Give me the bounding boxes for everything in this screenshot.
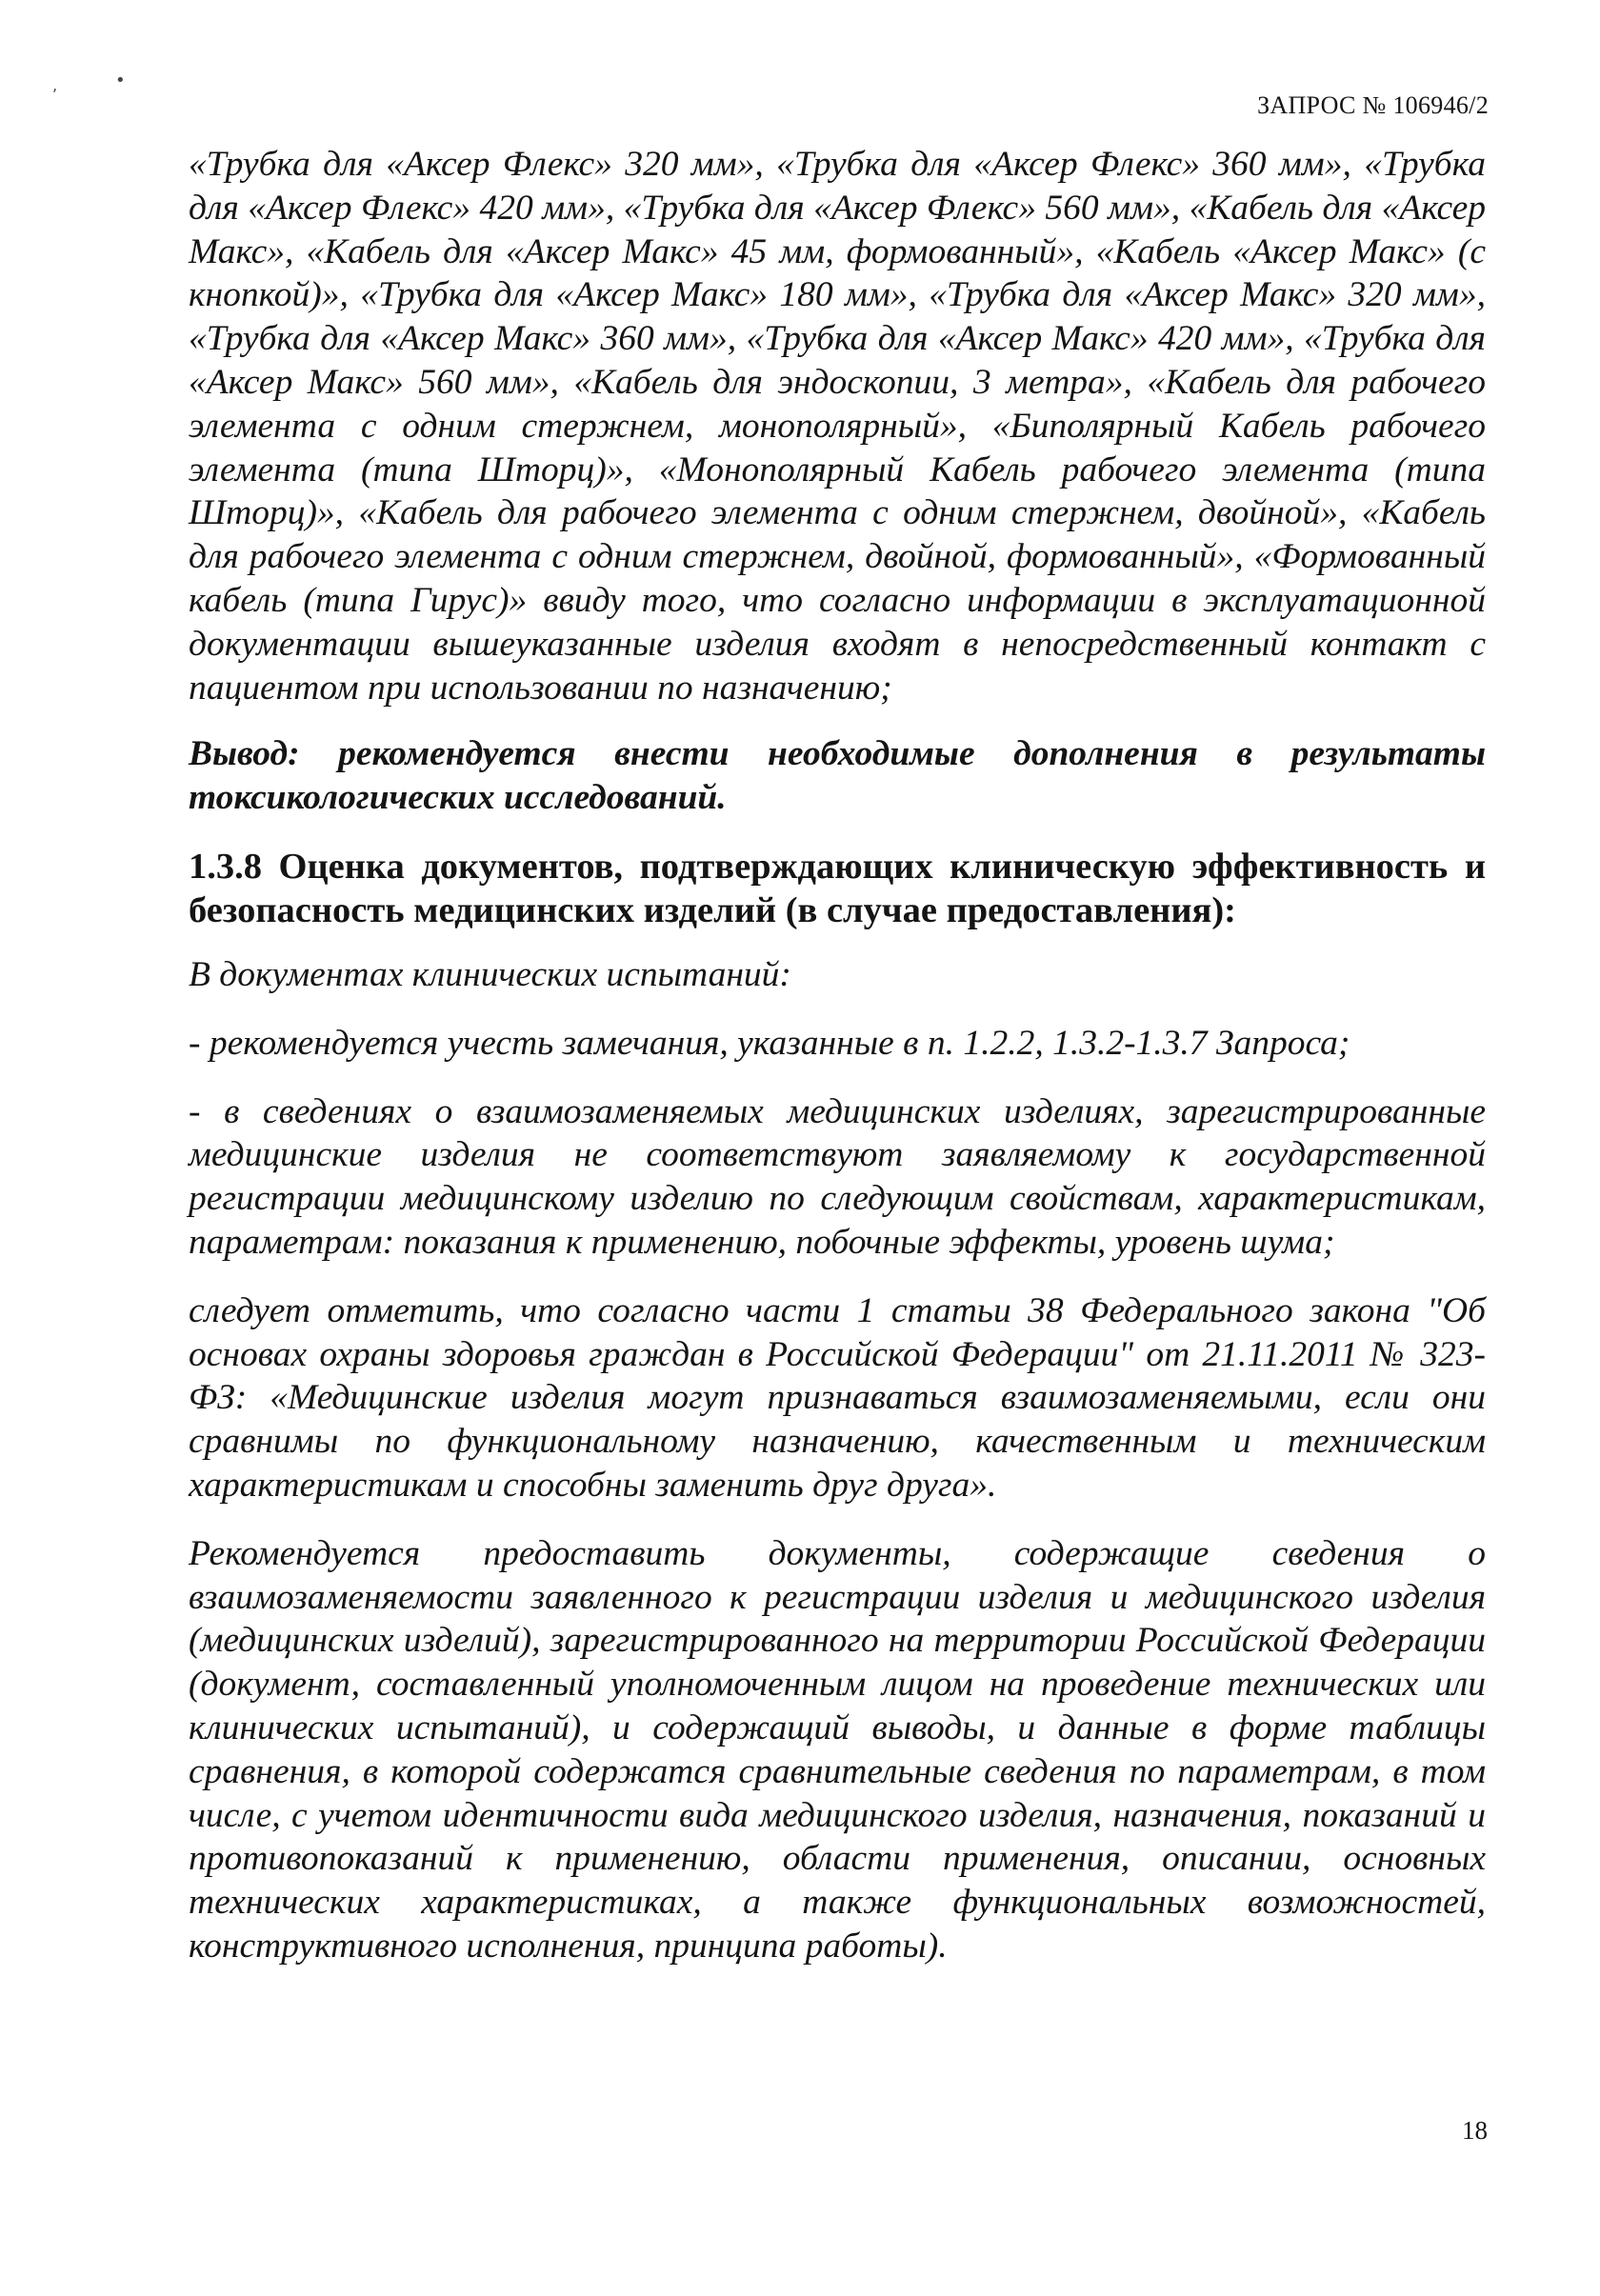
bullet-paragraph-1: - рекомендуется учесть замечания, указанные в п. 1.2.2, 1.3.2-1.3.7 Запроса; — [189, 1023, 1350, 1063]
scan-artifact-mark: • — [115, 70, 126, 90]
page-number: 18 — [1462, 2116, 1488, 2145]
scan-artifact-mark: , — [52, 76, 58, 94]
request-number-header: ЗАПРОС № 106946/2 — [1257, 91, 1489, 119]
bullet-paragraph-2: - в сведениях о взаимозаменяемых медицинских изделиях, зарегистрированные медицинские изделия не соответствуют заявляемому к государственной регистрации медицинскому изделию по следующим свойствам, характеристикам, параметрам: показания к применению, побочные эффекты, уровень шума; — [189, 1091, 1486, 1262]
clinical-trials-intro: В документах клинических испытаний: — [189, 954, 791, 994]
recommendation-paragraph: Рекомендуется предоставить документы, содержащие сведения о взаимозаменяемости заявленного к регистрации изделия и медицинского изделия (медицинских изделий), зарегистрированного на территории Российской Федерации (документ, составленный уполномоченным лицом на проведение технических или клинических испытаний), и содержащий выводы, и данные в форме таблицы сравнения, в которой содержатся сравнительные сведения по параметрам, в том числе, с учетом идентичности вида медицинского изделия, назначения, показаний и противопоказаний к применению, области применения, описании, основных технических характеристиках, а также функциональных возможностей, конструктивного исполнения, принципа работы). — [189, 1533, 1486, 1966]
section-heading: 1.3.8 Оценка документов, подтверждающих клиническую эффективность и безопасность медицинских изделий (в случае предоставления): — [189, 846, 1486, 930]
items-list-paragraph: «Трубка для «Аксер Флекс» 320 мм», «Трубка для «Аксер Флекс» 360 мм», «Трубка для «Аксер Флекс» 420 мм», «Трубка для «Аксер Флекс» 560 мм», «Кабель для «Аксер Макс», «Кабель для «Аксер Макс» 45 мм, формованный», «Кабель «Аксер Макс» (с кнопкой)», «Трубка для «Аксер Макс» 180 мм», «Трубка для «Аксер Макс» 320 мм», «Трубка для «Аксер Макс» 360 мм», «Трубка для «Аксер Макс» 420 мм», «Трубка для «Аксер Макс» 560 мм», «Кабель для эндоскопии, 3 метра», «Кабель для рабочего элемента с одним стержнем, монополярный», «Биполярный Кабель рабочего элемента (типа Шторц)», «Монополярный Кабель рабочего элемента (типа Шторц)», «Кабель для рабочего элемента с одним стержнем, двойной», «Кабель для рабочего элемента с одним стержнем, двойной, формованный», «Формованный кабель (типа Гирус)» ввиду того, что согласно информации в эксплуатационной документации вышеуказанные изделия входят в непосредственный контакт с пациентом при использовании по назначению; — [189, 145, 1486, 708]
document-body — [189, 143, 1486, 1968]
law-note-paragraph: следует отметить, что согласно части 1 статьи 38 Федерального закона "Об основах охраны здоровья граждан в Российской Федерации" от 21.11.2011 № 323-ФЗ: «Медицинские изделия могут признаваться взаимозаменяемыми, если они сравнимы по функциональному назначению, качественным и техническим характеристикам и способны заменить друг друга». — [189, 1290, 1486, 1505]
conclusion-paragraph: Вывод: рекомендуется внести необходимые дополнения в результаты токсикологических исследований. — [189, 734, 1486, 818]
